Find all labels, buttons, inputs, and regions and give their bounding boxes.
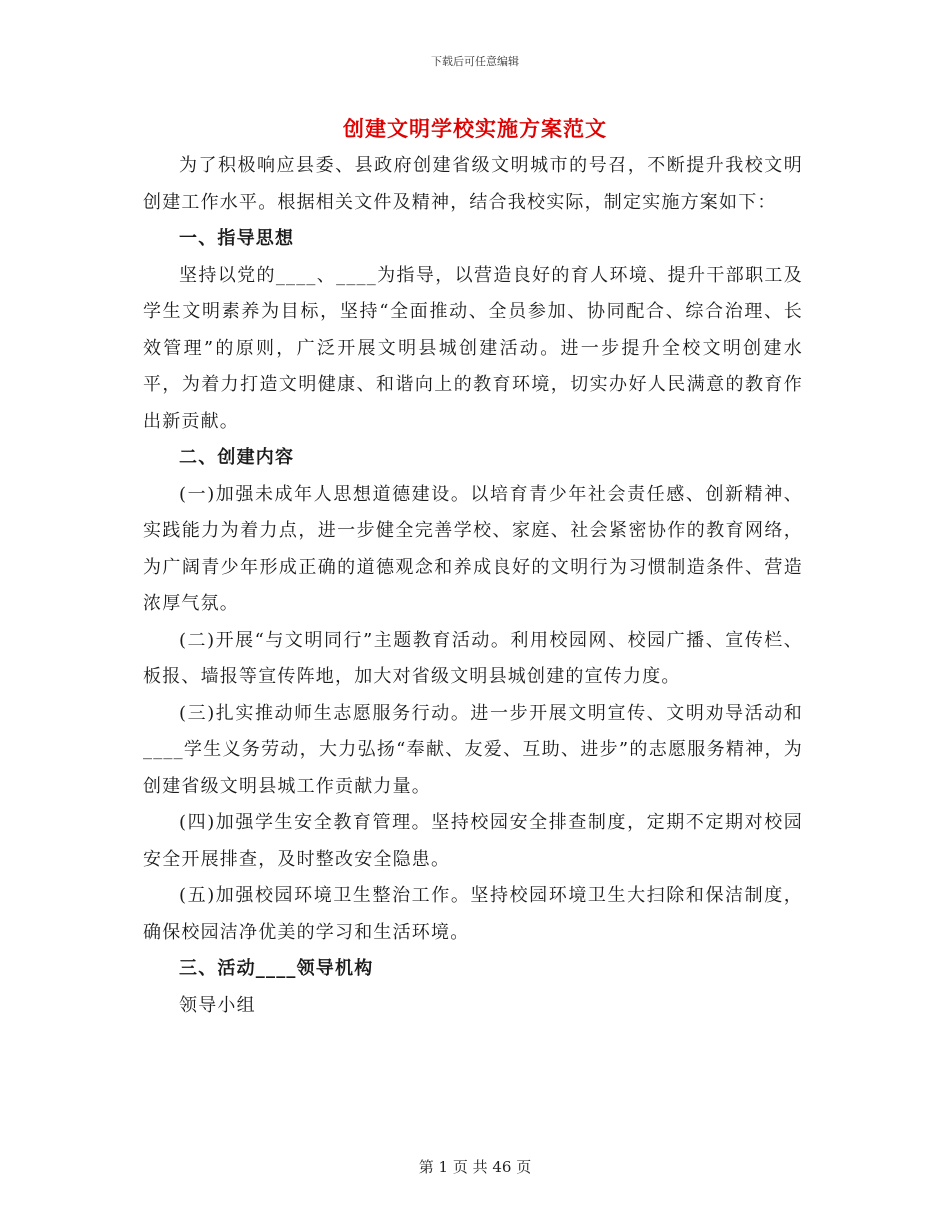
page-footer: 第 1 页 共 46 页 [418,1158,532,1176]
section-heading-1: 一、指导思想 [179,228,295,249]
section-heading-2: 二、创建内容 [179,447,295,468]
document-title: 创建文明学校实施方案范文 [343,116,607,141]
document-body [143,148,803,1024]
guide-paragraph: 坚持以党的____、____为指导，以营造良好的育人环境、提升干部职工及学生文明素养为目标，坚持“全面推动、全员参加、协同配合、综合治理、长效管理”的原则，广泛开展文明县城创建活动。进一步提升全校文明创建水平，为着力打造文明健康、和谐向上的教育环境，切实办好人民满意的教育作出新贡献。 [143,264,803,432]
content-item-1: (一)加强未成年人思想道德建设。以培育青少年社会责任感、创新精神、实践能力为着力点，进一步健全完善学校、家庭、社会紧密协作的教育网络，为广阔青少年形成正确的道德观念和养成良好的文明行为习惯制造条件、营造浓厚气氛。 [143,483,803,614]
header-note: 下载后可任意编辑 [431,55,519,68]
content-item-3: (三)扎实推动师生志愿服务行动。进一步开展文明宣传、文明劝导活动和____学生义务劳动，大力弘扬“奉献、友爱、互助、进步”的志愿服务精神，为创建省级文明县城工作贡献力量。 [143,702,803,797]
leader-group-line: 领导小组 [179,994,256,1016]
section-heading-3: 三、活动____领导机构 [179,958,374,979]
content-item-2: (二)开展“与文明同行”主题教育活动。利用校园网、校园广播、宣传栏、板报、墙报等宣传阵地，加大对省级文明县城创建的宣传力度。 [143,629,803,687]
intro-paragraph: 为了积极响应县委、县政府创建省级文明城市的号召，不断提升我校文明创建工作水平。根据相关文件及精神，结合我校实际，制定实施方案如下： [143,155,803,213]
content-item-4: (四)加强学生安全教育管理。坚持校园安全排查制度，定期不定期对校园安全开展排查，及时整改安全隐患。 [143,812,803,870]
content-item-5: (五)加强校园环境卫生整治工作。坚持校园环境卫生大扫除和保洁制度，确保校园洁净优美的学习和生活环境。 [143,885,803,943]
